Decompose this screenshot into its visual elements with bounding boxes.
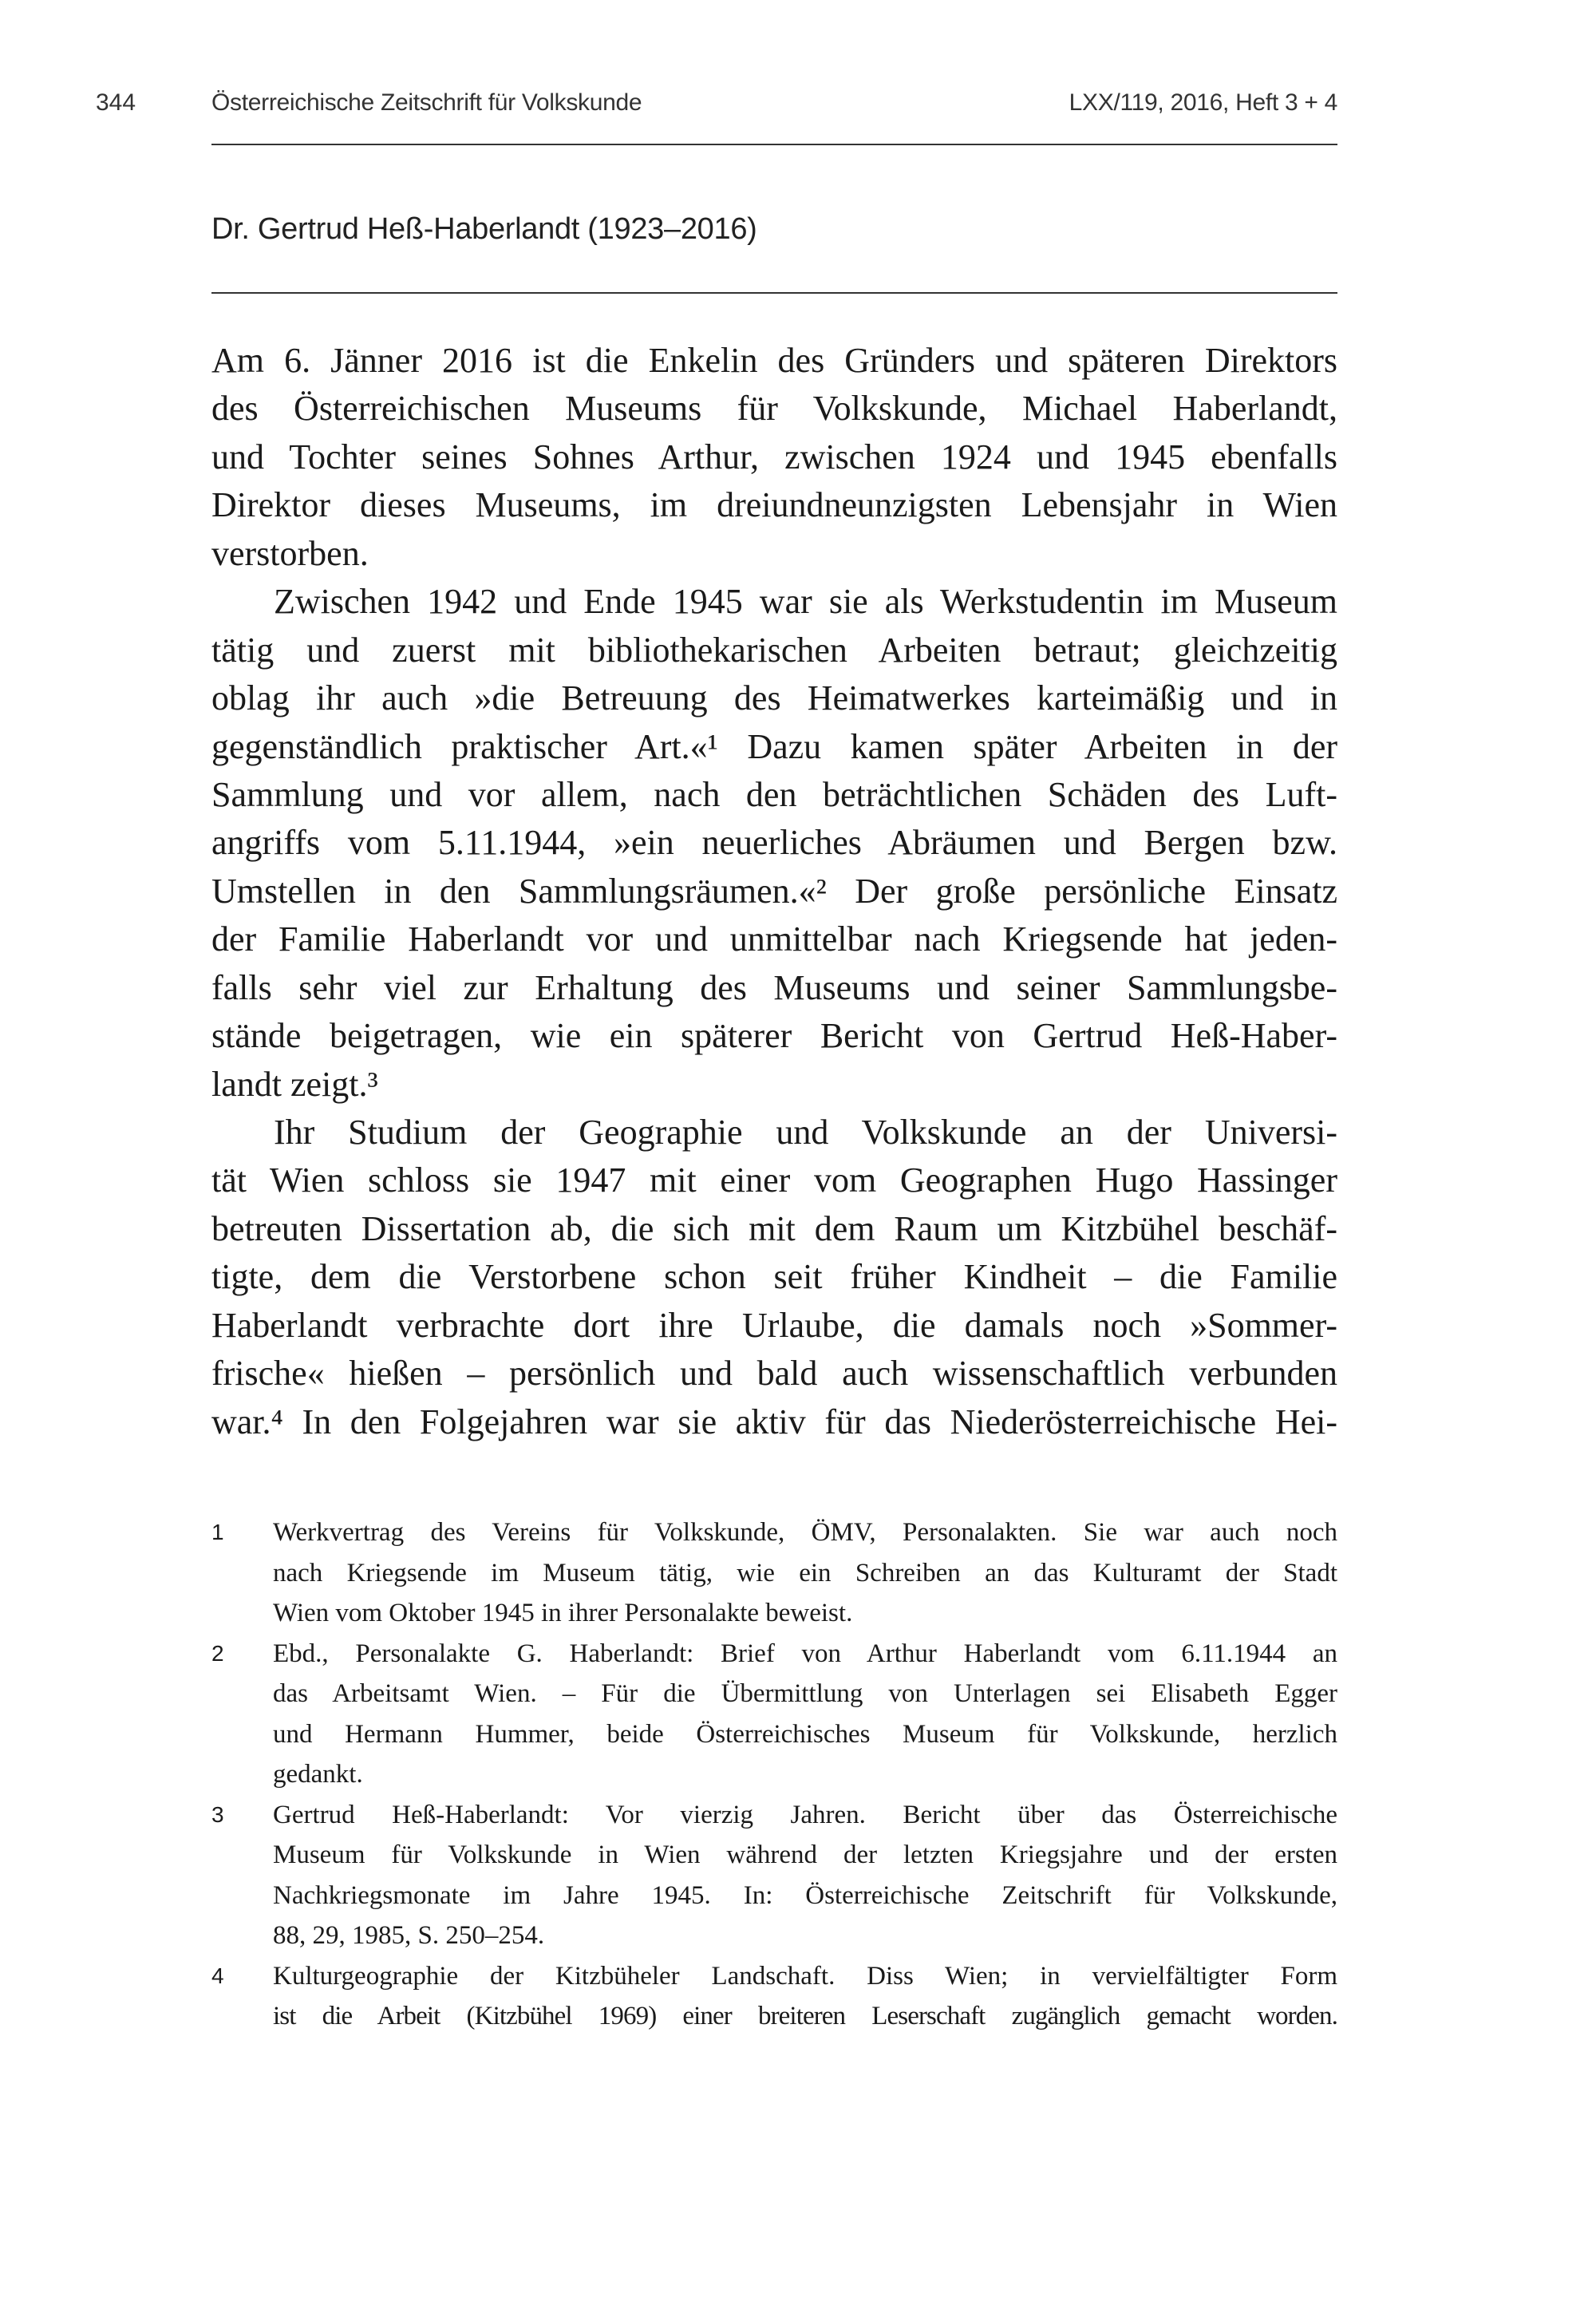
footnote-line: Wien vom Oktober 1945 in ihrer Personalakte beweist. [273, 1599, 853, 1627]
text-line: betreuten Dissertation ab, die sich mit dem Raum um Kitzbühel beschäf- [211, 1208, 1337, 1248]
text-line: Direktor dieses Museums, im dreiundneunzigsten Lebensjahr in Wien [211, 485, 1337, 525]
text-line: war.⁴ In den Folgejahren war sie aktiv für das Niederösterreichische Hei- [211, 1402, 1337, 1441]
header-divider [211, 144, 1337, 145]
text-line: tigte, dem die Verstorbene schon seit früher Kindheit – die Familie [211, 1257, 1337, 1297]
paragraph [211, 1109, 1337, 1446]
paragraph [211, 337, 1337, 578]
paragraph [211, 578, 1337, 1109]
text-line: tät Wien schloss sie 1947 mit einer vom Geographen Hugo Hassinger [211, 1160, 1337, 1200]
footnote-number: 2 [211, 1640, 224, 1666]
text-line: Ihr Studium der Geographie und Volkskunde an der Universi- [274, 1113, 1337, 1152]
text-line: angriffs vom 5.11.1944, »ein neuerliches Abräumen und Bergen bzw. [211, 823, 1337, 863]
footnote-line: Nachkriegsmonate im Jahre 1945. In: Österreichische Zeitschrift für Volkskunde, [273, 1880, 1337, 1910]
footnote-number: 3 [211, 1801, 224, 1827]
footnote-number: 1 [211, 1520, 224, 1544]
footnote-line: Gertrud Heß-Haberlandt: Vor vierzig Jahren. Bericht über das Österreichische [273, 1800, 1337, 1829]
text-line: tätig und zuerst mit bibliothekarischen Arbeiten betraut; gleichzeitig [211, 630, 1337, 670]
footnote [211, 1512, 1337, 1634]
footnote [211, 1795, 1337, 1956]
text-line: gegenständlich praktischer Art.«¹ Dazu kamen später Arbeiten in der [211, 726, 1337, 766]
page-number: 344 [96, 89, 136, 116]
footnote-line: 88, 29, 1985, S. 250–254. [273, 1921, 545, 1950]
footnote-line: Kulturgeographie der Kitzbüheler Landschaft. Diss Wien; in vervielfältigter Form [273, 1961, 1337, 1991]
text-line: der Familie Haberlandt vor und unmittelbar nach Kriegsende hat jeden- [211, 919, 1337, 959]
footnotes [211, 1512, 1337, 2037]
text-line: und Tochter seines Sohnes Arthur, zwischen 1924 und 1945 ebenfalls [211, 437, 1337, 476]
footnote-line: und Hermann Hummer, beide Österreichisches Museum für Volkskunde, herzlich [273, 1719, 1337, 1749]
article-title: Dr. Gertrud Heß-Haberlandt (1923–2016) [211, 212, 757, 246]
footnote-line: nach Kriegsende im Museum tätig, wie ein Schreiben an das Kulturamt der Stadt [273, 1558, 1337, 1587]
text-line: Zwischen 1942 und Ende 1945 war sie als Werkstudentin im Museum [274, 582, 1337, 622]
footnote-number: 4 [211, 1963, 224, 1988]
footnote [211, 1956, 1337, 2037]
text-line: frische« hießen – persönlich und bald auch wissenschaftlich verbunden [211, 1354, 1337, 1394]
text-line: landt zeigt.³ [211, 1064, 378, 1104]
text-line: falls sehr viel zur Erhaltung des Museums und seiner Sammlungsbe- [211, 967, 1337, 1007]
footnote-line: gedankt. [273, 1760, 363, 1789]
text-line: Haberlandt verbrachte dort ihre Urlaube, die damals noch »Sommer- [211, 1305, 1337, 1345]
footnote [211, 1634, 1337, 1795]
text-line: des Österreichischen Museums für Volkskunde, Michael Haberlandt, [211, 389, 1337, 429]
footnote-line: das Arbeitsamt Wien. – Für die Übermittlung von Unterlagen sei Elisabeth Egger [273, 1679, 1337, 1708]
issue-info: LXX/119, 2016, Heft 3 + 4 [1069, 89, 1337, 116]
title-divider [211, 292, 1337, 294]
text-line: Sammlung und vor allem, nach den beträchtlichen Schäden des Luft- [211, 774, 1337, 814]
text-line: Am 6. Jänner 2016 ist die Enkelin des Gründers und späteren Direktors [211, 341, 1337, 380]
text-line: oblag ihr auch »die Betreuung des Heimatwerkes karteimäßig und in [211, 678, 1337, 718]
footnote-line: Werkvertrag des Vereins für Volkskunde, ÖMV, Personalakten. Sie war auch noch [273, 1518, 1337, 1547]
journal-title: Österreichische Zeitschrift für Volkskunde [211, 89, 642, 116]
text-line: stände beigetragen, wie ein späterer Bericht von Gertrud Heß-Haber- [211, 1016, 1337, 1056]
footnote-line: Museum für Volkskunde in Wien während der letzten Kriegsjahre und der ersten [273, 1840, 1337, 1869]
text-line: Umstellen in den Sammlungsräumen.«² Der große persönliche Einsatz [211, 871, 1337, 911]
footnote-line: ist die Arbeit (Kitzbühel 1969) einer breiteren Leserschaft zugänglich gemacht worden. [273, 2002, 1337, 2030]
text-line: verstorben. [211, 533, 369, 573]
footnote-line: Ebd., Personalakte G. Haberlandt: Brief von Arthur Haberlandt vom 6.11.1944 an [273, 1639, 1337, 1668]
article-body [211, 337, 1337, 1446]
